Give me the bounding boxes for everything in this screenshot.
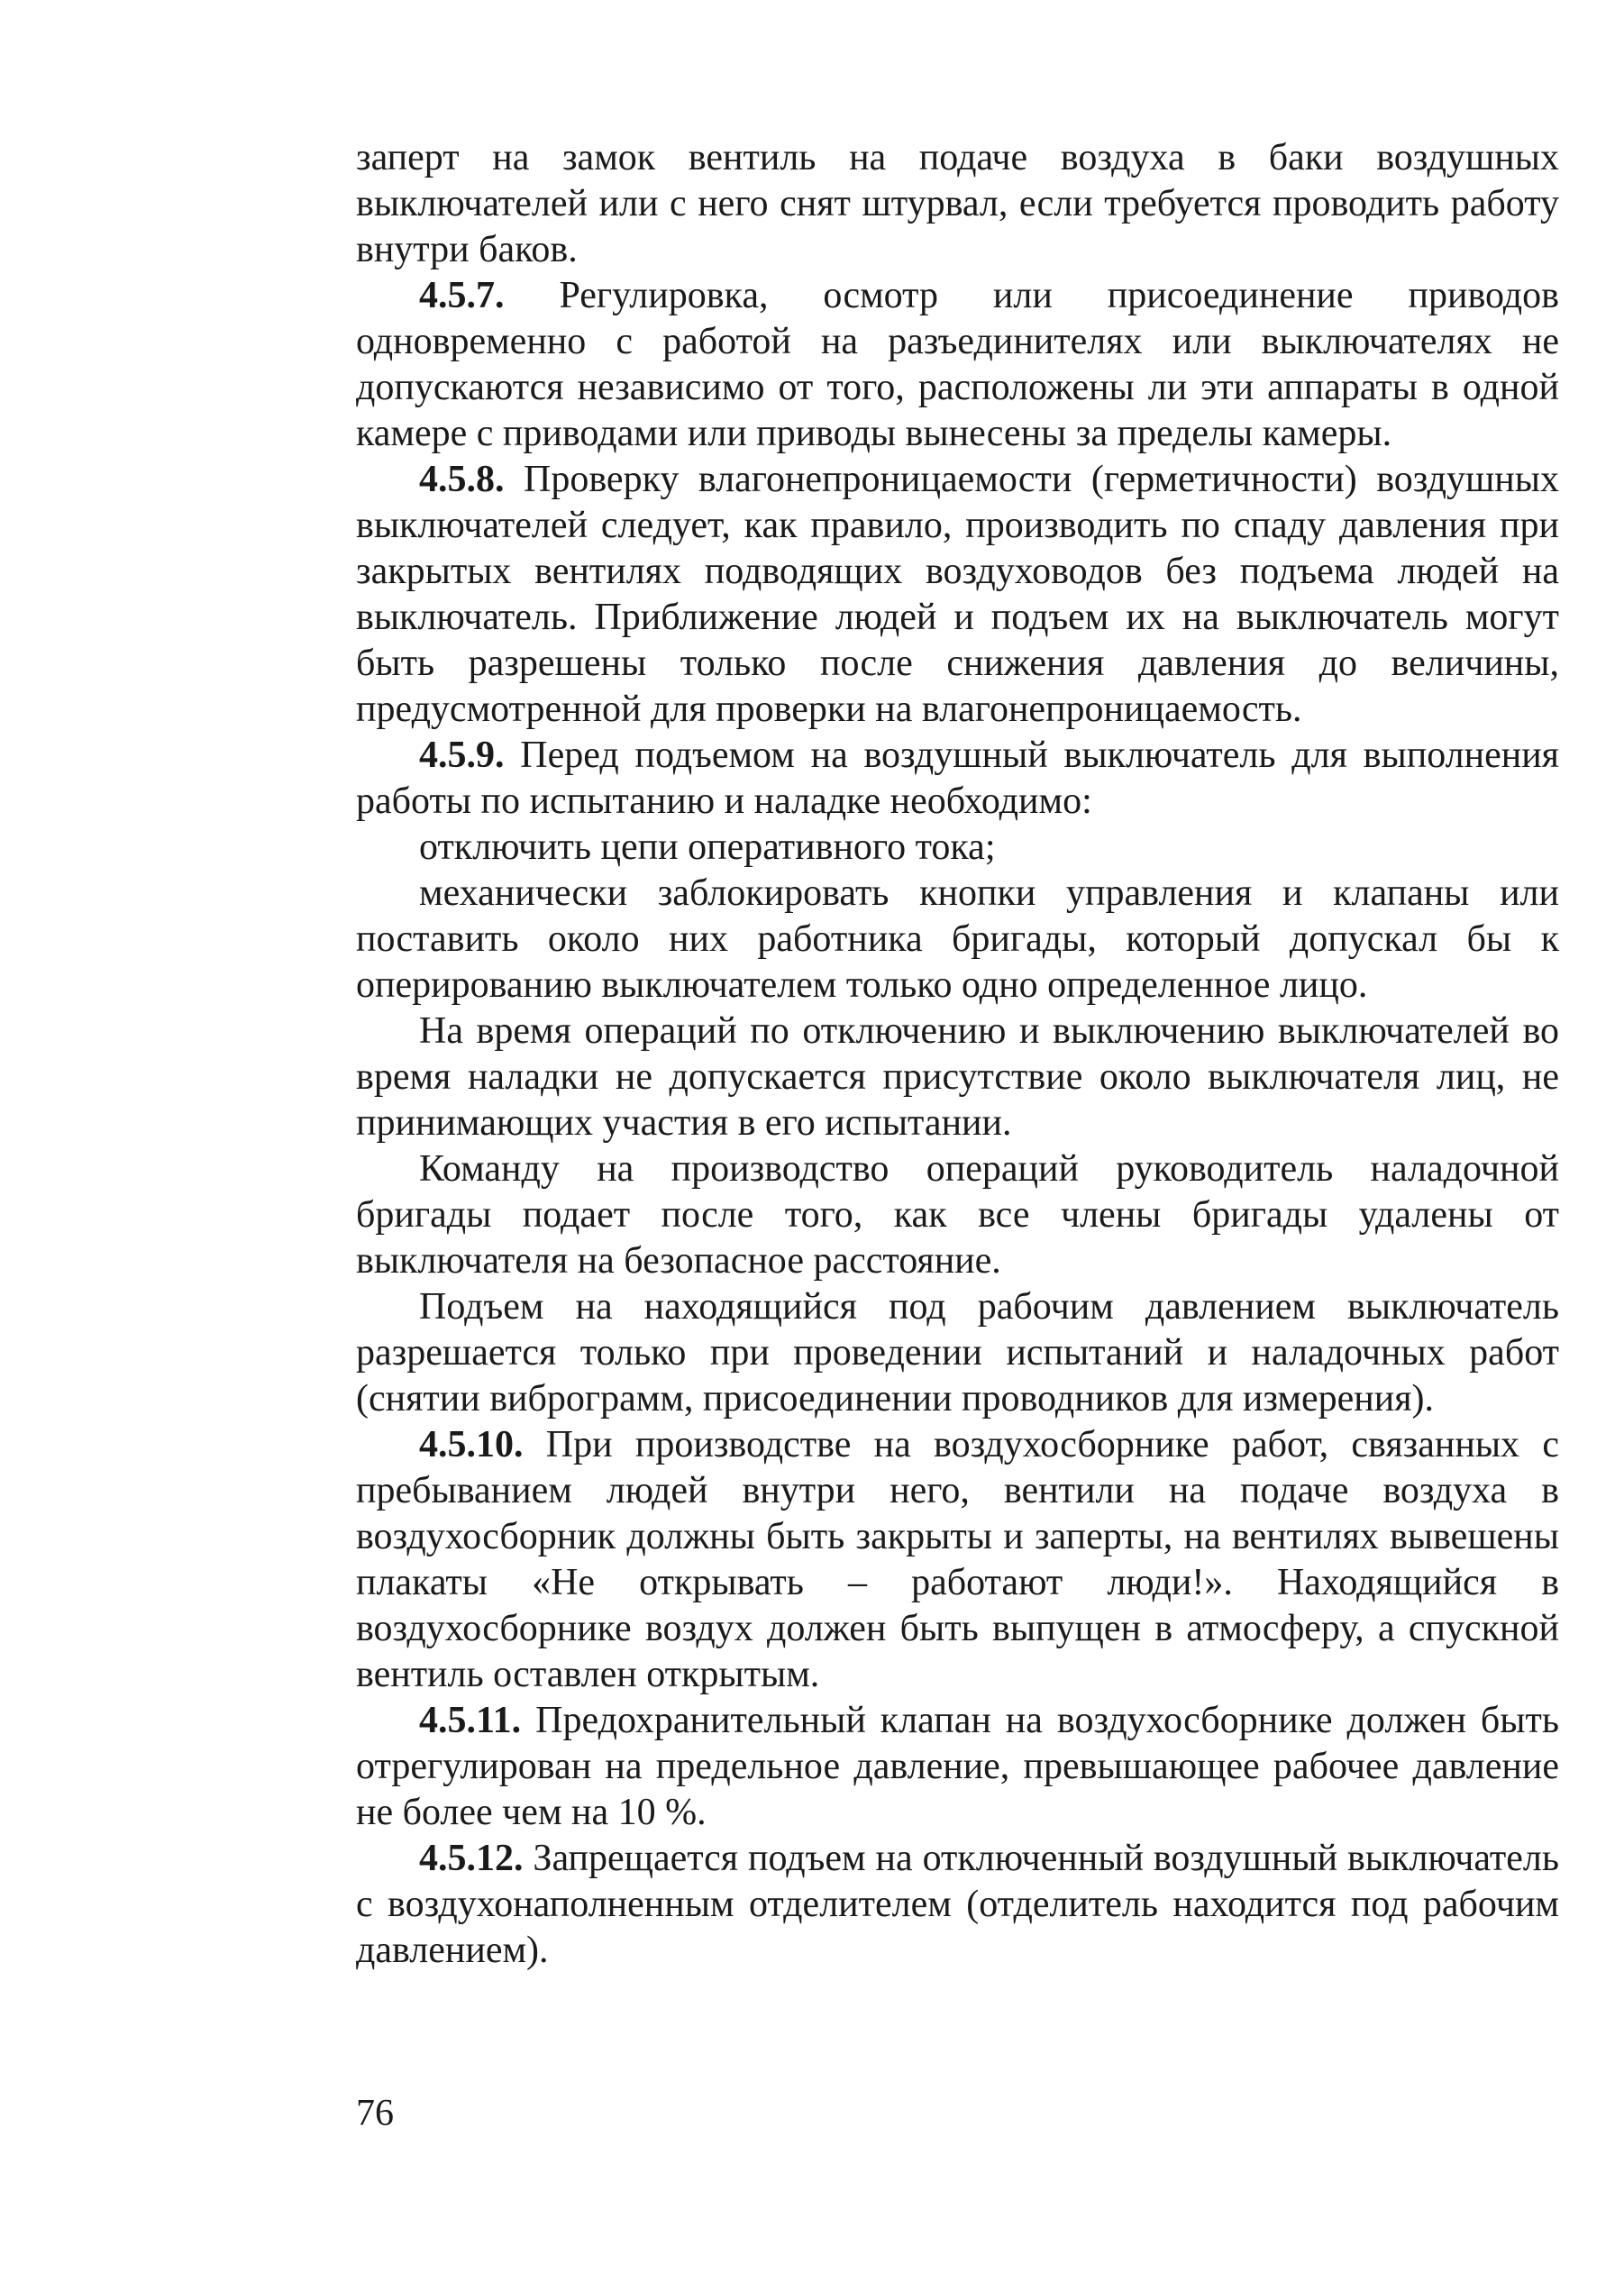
paragraph-item-2 (356, 871, 1559, 1009)
paragraph-command (356, 1146, 1559, 1284)
paragraph-text: Команду на производство операций руководитель наладочной бригады подает после того, как все члены бригады удалены от выключателя на безопасное расстояние. (356, 1148, 1559, 1282)
paragraph-4-5-12 (356, 1836, 1559, 1974)
paragraph-text: Предохранительный клапан на воздухосборнике должен быть отрегулирован на предельное давление, превышающее рабочее давление не более чем на 10 %. (356, 1700, 1559, 1833)
paragraph-text: Регулировка, осмотр или присоединение приводов одновременно с работой на разъединителях или выключателях не допускаются независимо от того, расположены ли эти аппараты в одной камере с приводами или приводы вынесены за пределы камеры. (356, 275, 1559, 454)
paragraph-text: На время операций по отключению и выключению выключателей во время наладки не допускается присутствие около выключателя лиц, не принимающих участия в его испытании. (356, 1010, 1559, 1144)
paragraph-4-5-7 (356, 273, 1559, 457)
paragraph-number: 4.5.9. (419, 735, 505, 776)
paragraph-operations (356, 1009, 1559, 1146)
paragraph-item-1 (356, 825, 1559, 871)
paragraph-4-5-8 (356, 457, 1559, 733)
paragraph-text: Перед подъемом на воздушный выключатель для выполнения работы по испытанию и наладке необходимо: (356, 735, 1559, 822)
paragraph-number: 4.5.12. (419, 1838, 524, 1879)
paragraph-4-5-10 (356, 1422, 1559, 1698)
paragraph-text: Запрещается подъем на отключенный воздушный выключатель с воздухонаполненным отделителем (отделитель находится под рабочим давлением). (356, 1838, 1559, 1971)
paragraph-4-5-11 (356, 1698, 1559, 1836)
paragraph-number: 4.5.8. (419, 459, 505, 500)
paragraph-ascent (356, 1284, 1559, 1422)
paragraph-number: 4.5.7. (419, 275, 505, 316)
paragraph-text: Проверку влагонепроницаемости (герметичности) воздушных выключателей следует, как правило, производить по спаду давления при закрытых вентилях подводящих воздуховодов без подъема людей на выключатель. Приближение людей и подъем их на выключатель могут быть разрешены только после снижения давления до величины, предусмотренной для проверки на влагонепроницаемость. (356, 459, 1559, 730)
paragraph-text: механически заблокировать кнопки управления и клапаны или поставить около них работника бригады, который допускал бы к оперированию выключателем только одно определенное лицо. (356, 872, 1559, 1006)
body-text (356, 135, 1559, 1974)
paragraph-4-5-9 (356, 733, 1559, 825)
paragraph-text: При производстве на воздухосборнике работ, связанных с пребыванием людей внутри него, вентили на подаче воздуха в воздухосборник должны быть закрыты и заперты, на вентилях вывешены плакаты «Не открывать – работают люди!». Находящийся в воздухосборнике воздух должен быть выпущен в атмосферу, а спускной вентиль оставлен открытым. (356, 1424, 1559, 1695)
paragraph-continuation (356, 135, 1559, 273)
page-number: 76 (356, 2093, 394, 2134)
paragraph-text: Подъем на находящийся под рабочим давлением выключатель разрешается только при проведении испытаний и наладочных работ (снятии виброграмм, присоединении проводников для измерения). (356, 1286, 1559, 1419)
paragraph-number: 4.5.10. (419, 1424, 524, 1465)
paragraph-text: заперт на замок вентиль на подаче воздуха в баки воздушных выключателей или с него снят штурвал, если требуется проводить работу внутри баков. (356, 137, 1559, 270)
paragraph-text: отключить цепи оперативного тока; (419, 826, 996, 868)
paragraph-number: 4.5.11. (419, 1700, 522, 1741)
